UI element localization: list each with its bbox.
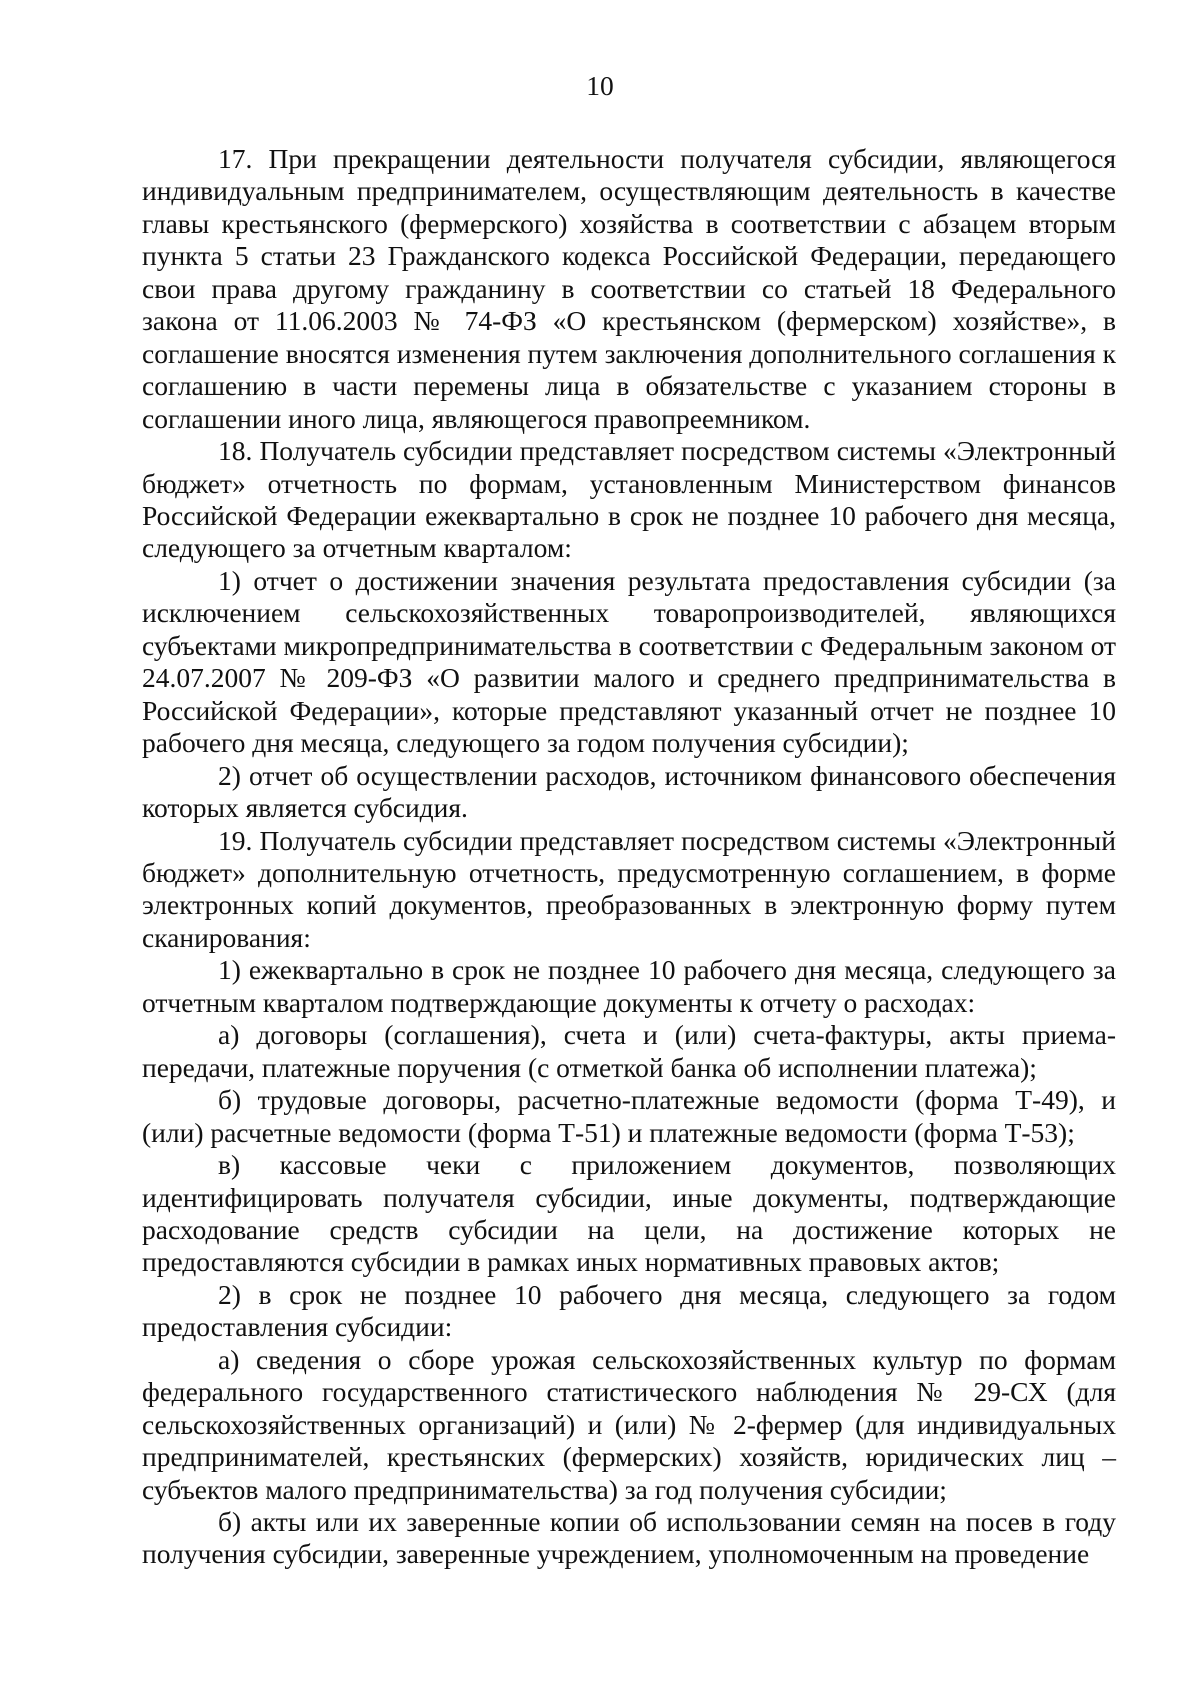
paragraph-19-item-1a: а) договоры (соглашения), счета и (или) счета-фактуры, акты приема-передачи, платежные поручения (с отметкой банка об исполнении платежа); [142,1019,1116,1083]
document-body [142,143,1116,1571]
paragraph-19-item-1v: в) кассовые чеки с приложением документов, позволяющих идентифицировать получателя субсидии, иные документы, подтверждающие расходование средств субсидии на цели, на достижение которых не предоставляются субсидии в рамках иных нормативных правовых актов; [142,1149,1116,1278]
paragraph-18: 18. Получатель субсидии представляет посредством системы «Электронный бюджет» отчетность по формам, установленным Министерством финансов Российской Федерации ежеквартально в срок не позднее 10 рабочего дня месяца, следующего за отчетным кварталом: [142,435,1116,564]
paragraph-19-item-2: 2) в срок не позднее 10 рабочего дня месяца, следующего за годом предоставления субсидии: [142,1278,1116,1343]
paragraph-19-item-2b: б) акты или их заверенные копии об использовании семян на посев в году получения субсидии, заверенные учреждением, уполномоченным на проведение [142,1506,1116,1570]
page-number: 10 [586,70,614,101]
paragraph-19: 19. Получатель субсидии представляет посредством системы «Электронный бюджет» дополнительную отчетность, предусмотренную соглашением, в форме электронных копий документов, преобразованных в электронную форму путем сканирования: [142,824,1116,953]
paragraph-18-item-2: 2) отчет об осуществлении расходов, источником финансового обеспечения которых является субсидия. [142,759,1116,824]
paragraph-18-item-1: 1) отчет о достижении значения результата предоставления субсидии (за исключением сельскохозяйственных товаропроизводителей, являющихся субъектами микропредпринимательства в соответствии с Федеральным законом от 24.07.2007 № 209-ФЗ «О развитии малого и среднего предпринимательства в Российской Федерации», которые представляют указанный отчет не позднее 10 рабочего дня месяца, следующего за годом получения субсидии); [142,564,1116,759]
paragraph-19-item-1b: б) трудовые договоры, расчетно-платежные ведомости (форма Т-49), и (или) расчетные ведомости (форма Т-51) и платежные ведомости (форма Т-53); [142,1084,1116,1148]
paragraph-17: 17. При прекращении деятельности получателя субсидии, являющегося индивидуальным предпринимателем, осуществляющим деятельность в качестве главы крестьянского (фермерского) хозяйства в соответствии с абзацем вторым пункта 5 статьи 23 Гражданского кодекса Российской Федерации, передающего свои права другому гражданину в соответствии со статьей 18 Федерального закона от 11.06.2003 № 74-ФЗ «О крестьянском (фермерском) хозяйстве», в соглашение вносятся изменения путем заключения дополнительного соглашения к соглашению в части перемены лица в обязательстве с указанием стороны в соглашении иного лица, являющегося правопреемником. [142,143,1116,434]
paragraph-19-item-2a: а) сведения о сборе урожая сельскохозяйственных культур по формам федерального государственного статистического наблюдения № 29-СХ (для сельскохозяйственных организаций) и (или) № 2-фермер (для индивидуальных предпринимателей, крестьянских (фермерских) хозяйств, юридических лиц – субъектов малого предпринимательства) за год получения субсидии; [142,1343,1116,1505]
paragraph-19-item-1: 1) ежеквартально в срок не позднее 10 рабочего дня месяца, следующего за отчетным кварталом подтверждающие документы к отчету о расходах: [142,954,1116,1018]
